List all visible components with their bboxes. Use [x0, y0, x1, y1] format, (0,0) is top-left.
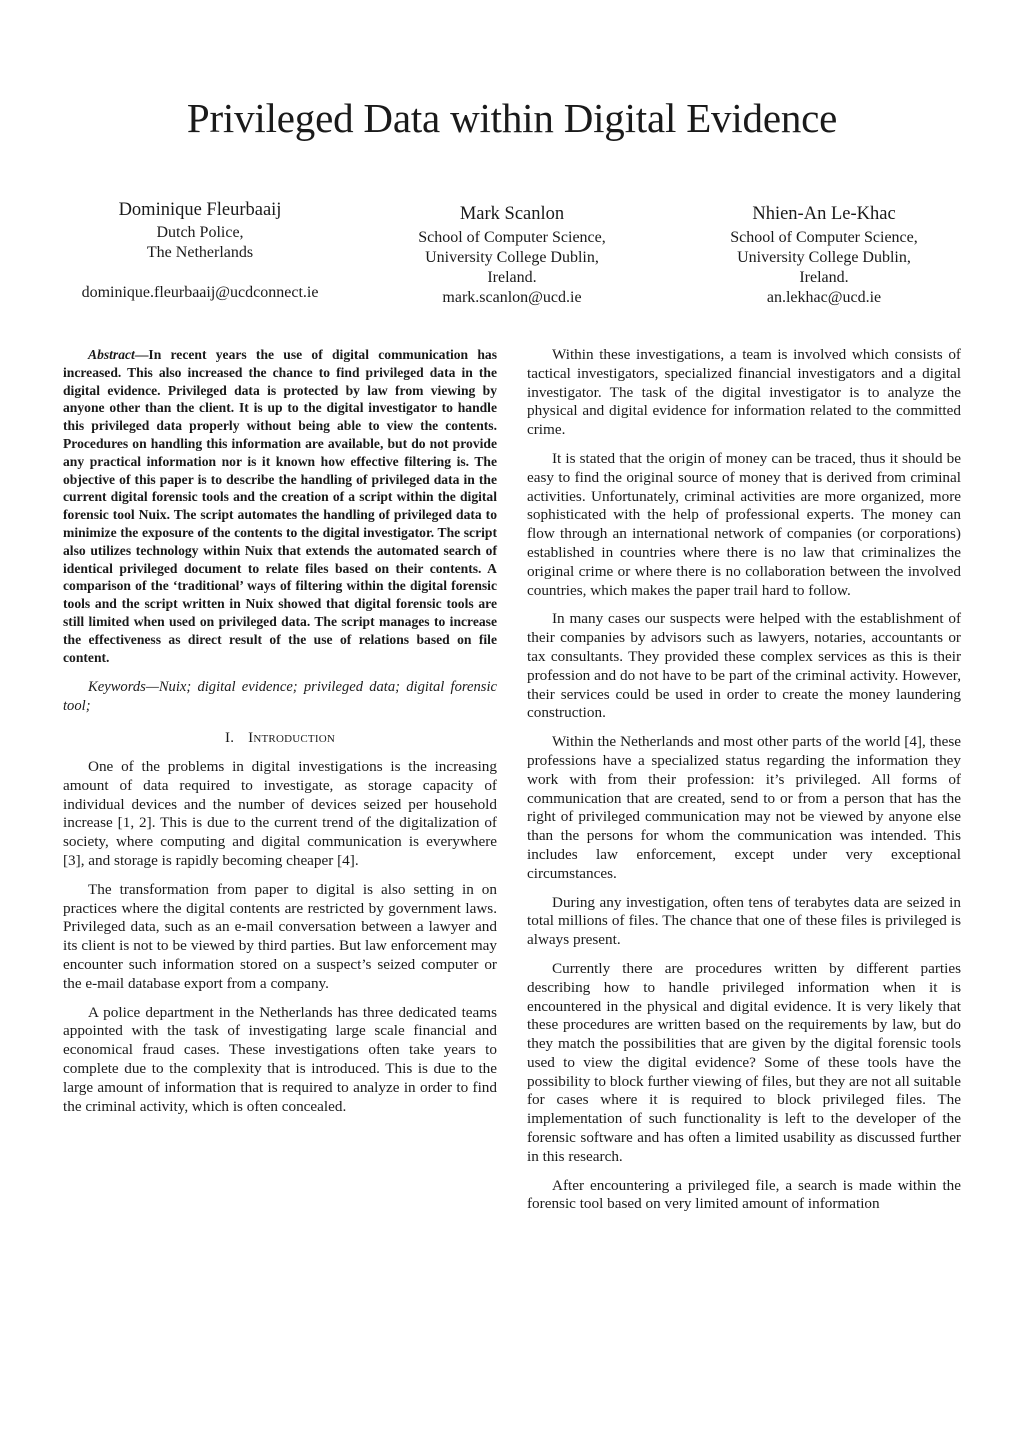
author-affiliation-line: Ireland.: [487, 269, 537, 286]
author-email: dominique.fleurbaaij@ucdconnect.ie: [81, 284, 319, 301]
author-affiliation-line: The Netherlands: [146, 244, 254, 261]
right-column: [527, 346, 961, 1224]
body-paragraph: Within these investigations, a team is involved which consists of tactical investigators, specialized financial investigators and a digital investigator. The task of the digital investigator is to analyze the physical and digital evidence for information related to the committed crime.: [527, 346, 961, 439]
author-block-3: [676, 202, 972, 308]
abstract: [63, 346, 497, 666]
body-paragraph: After encountering a privileged file, a search is made within the forensic tool based on very limited amount of information: [527, 1176, 961, 1213]
author-affiliation-line: School of Computer Science,: [730, 229, 918, 246]
body-paragraph: In many cases our suspects were helped with the establishment of their companies by advisors such as lawyers, notaries, accountants or tax consultants. They provided these complex services as this is their profession and do not have to be part of the criminal activity. However, their services could be used in order to create the money laundering construction.: [527, 610, 961, 722]
abstract-text: In recent years the use of digital communication has increased. This also increased the chance to find privileged data in the digital evidence. Privileged data is protected by law from viewing by anyone other than the client. It is up to the digital investigator to handle this privileged data properly without being able to view the contents. Procedures on handling this information are available, but do not provide any practical information nor is it known how effective filtering is. The objective of this paper is to describe the handling of privileged data in the current digital forensic tools and the creation of a script within the digital forensic tool Nuix. The script automates the handling of privileged data to minimize the exposure of the contents to the digital investigator. The script also utilizes technology within Nuix that extends the automated search of identical privileged document to relate files based on their contents. A comparison of the ‘traditional’ ways of filtering within the digital forensic tools and the script written in Nuix showed that digital forensic tools are still limited when used on privileged data. The script manages to increase the effectiveness as direct result of the use of relations based on file content.: [63, 347, 497, 665]
section-heading: [63, 729, 497, 748]
author-name: Mark Scanlon: [459, 204, 565, 224]
keywords-label: Keywords: [88, 679, 146, 696]
section-number: I.: [225, 730, 235, 747]
abstract-label: Abstract: [88, 347, 135, 362]
author-name: Nhien-An Le-Khac: [752, 204, 896, 224]
author-affiliation-line: School of Computer Science,: [418, 229, 606, 246]
body-paragraph: Within the Netherlands and most other parts of the world [4], these professions have a specialized status regarding the information they work with from their profession: it’s privileged. All forms of communication that are created, send to or from a person that has the right of privileged communication may not be viewed by anyone else than the persons for whom the communication was intended. This includes law enforcement, except under very exceptional circumstances.: [527, 733, 961, 882]
author-block-1: [52, 198, 348, 303]
keywords-text: Nuix; digital evidence; privileged data; digital forensic tool;: [63, 679, 497, 714]
body-paragraph: The transformation from paper to digital is also setting in on practices where the digital contents are restricted by government laws. Privileged data, such as an e-mail conversation between a lawyer and its client is not to be viewed by third parties. But law enforcement may encounter such information stored on a suspect’s seized computer or the e-mail database export from a company.: [63, 880, 497, 992]
body-paragraph: During any investigation, often tens of terabytes data are seized in total millions of files. The chance that one of these files is privileged is always present.: [527, 893, 961, 949]
body-paragraph: It is stated that the origin of money can be traced, thus it should be easy to find the original source of money that is derived from criminal activities. Unfortunately, criminal activities are more organized, more sophisticated with the help of professional experts. The money can flow through an international network of companies (or corporations) established in countries where there is no law that criminalizes the original crime or where there is no collaboration between the involved countries, which makes the paper trail hard to follow.: [527, 449, 961, 599]
author-block-2: [364, 202, 660, 308]
author-affiliation-line: University College Dublin,: [425, 249, 599, 266]
body-paragraph: One of the problems in digital investigations is the increasing amount of data required to investigate, as storage capacity of individual devices and the number of devices seized per household increase [1, 2]. This is due to the current trend of the digitalization of society, where computing and digital communication is everywhere [3], and storage is rapidly becoming cheaper [4].: [63, 757, 497, 869]
author-affiliation-line: Ireland.: [799, 269, 849, 286]
body-paragraph: A police department in the Netherlands has three dedicated teams appointed with the task of investigating large scale financial and economical fraud cases. These investigations often take years to complete due to the complexity that is introduced. This is due to the large amount of information that is required to analyze in order to find the criminal activity, which is often concealed.: [63, 1003, 497, 1115]
section-title: Introduction: [248, 730, 335, 747]
body-paragraph: Currently there are procedures written by different parties describing how to handle privileged information when it is encountered in the physical and digital evidence. It is very likely that these procedures are written based on the requirements by law, but do they match the possibilities that are given by the digital forensic tools used to view the digital evidence? Some of these tools have the possibility to block further viewing of files, but they are not all suitable for cases where it is required to block privileged files. The implementation of such functionality is left to the developer of the forensic software and has often a limited usability as discussed further in this research.: [527, 959, 961, 1165]
author-email: an.lekhac@ucd.ie: [766, 289, 882, 306]
abstract-separator: —: [134, 347, 149, 362]
left-column: [63, 346, 497, 1126]
author-name: Dominique Fleurbaaij: [118, 200, 282, 220]
author-affiliation-line: Dutch Police,: [156, 224, 244, 241]
keywords: [63, 678, 497, 715]
author-email: mark.scanlon@ucd.ie: [442, 289, 582, 306]
paper-title: Privileged Data within Digital Evidence: [186, 95, 838, 141]
author-affiliation-line: University College Dublin,: [737, 249, 911, 266]
keywords-separator: —: [145, 679, 159, 696]
